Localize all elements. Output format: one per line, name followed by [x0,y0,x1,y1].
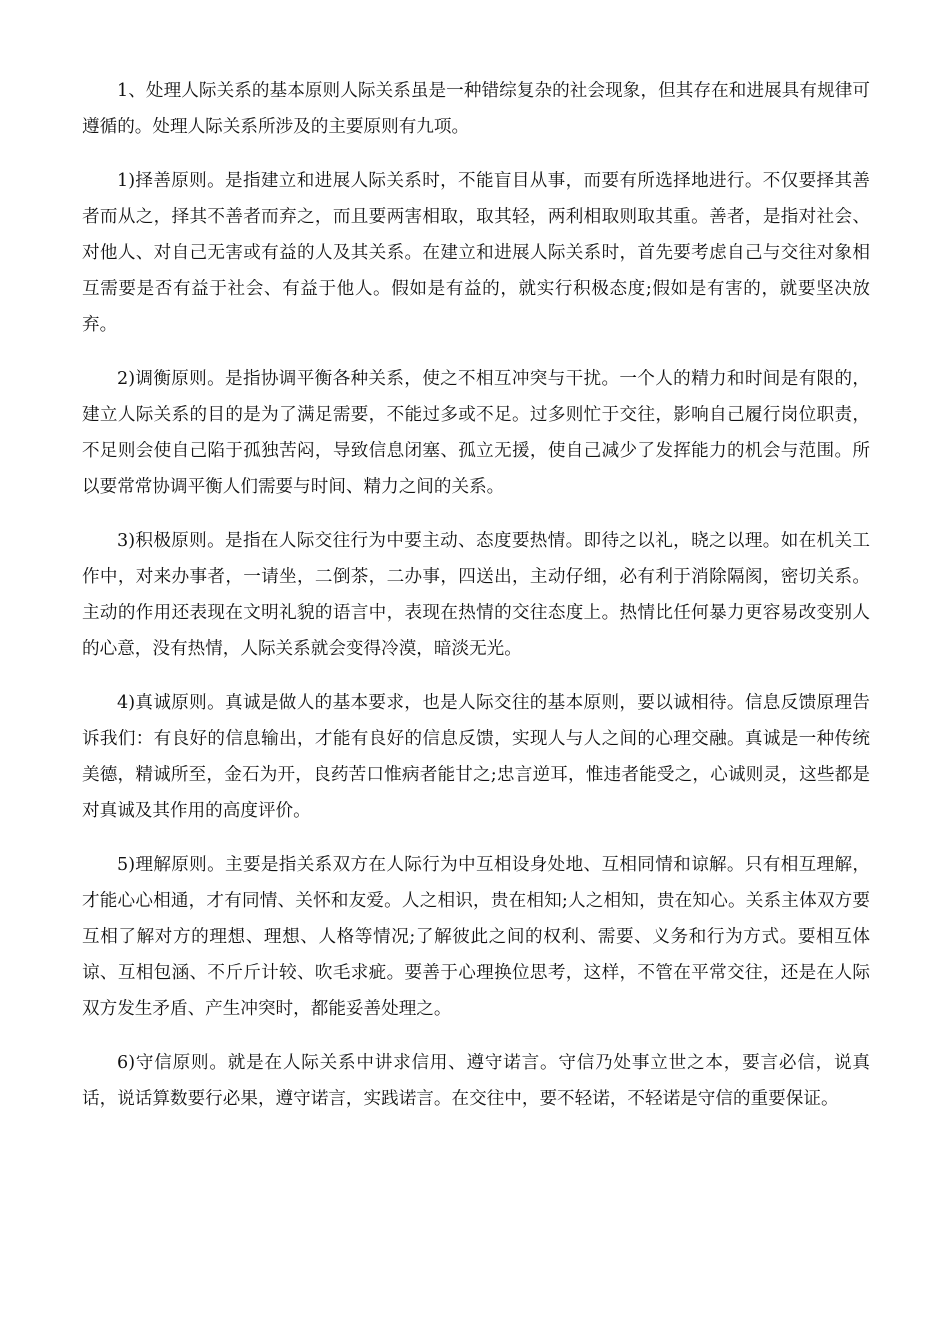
paragraph-principle-2: 2)调衡原则。是指协调平衡各种关系，使之不相互冲突与干扰。一个人的精力和时间是有限的，建立人际关系的目的是为了满足需要，不能过多或不足。过多则忙于交往，影响自己履行岗位职责，不足则会使自己陷于孤独苦闷，导致信息闭塞、孤立无援，使自己减少了发挥能力的机会与范围。所以要常常协调平衡人们需要与时间、精力之间的关系。 [82,369,870,497]
paragraph-principle-6: 6)守信原则。就是在人际关系中讲求信用、遵守诺言。守信乃处事立世之本，要言必信，说真话，说话算数要行必果，遵守诺言，实践诺言。在交往中，要不轻诺，不轻诺是守信的重要保证。 [82,1053,870,1109]
paragraph-principle-3: 3)积极原则。是指在人际交往行为中要主动、态度要热情。即待之以礼，晓之以理。如在机关工作中，对来办事者，一请坐，二倒茶，二办事，四送出，主动仔细，必有利于消除隔阂，密切关系。主动的作用还表现在文明礼貌的语言中，表现在热情的交往态度上。热情比任何暴力更容易改变别人的心意，没有热情，人际关系就会变得冷漠，暗淡无光。 [82,531,870,659]
paragraph-principle-1: 1)择善原则。是指建立和进展人际关系时，不能盲目从事，而要有所选择地进行。不仅要择其善者而从之，择其不善者而弃之，而且要两害相取，取其轻，两利相取则取其重。善者，是指对社会、对他人、对自己无害或有益的人及其关系。在建立和进展人际关系时，首先要考虑自己与交往对象相互需要是否有益于社会、有益于他人。假如是有益的，就实行积极态度;假如是有害的，就要坚决放弃。 [82,171,870,335]
paragraph-intro: 1、处理人际关系的基本原则人际关系虽是一种错综复杂的社会现象，但其存在和进展具有规律可遵循的。处理人际关系所涉及的主要原则有九项。 [82,81,870,137]
paragraph-principle-4: 4)真诚原则。真诚是做人的基本要求，也是人际交往的基本原则，要以诚相待。信息反馈原理告诉我们：有良好的信息输出，才能有良好的信息反馈，实现人与人之间的心理交融。真诚是一种传统美德，精诚所至，金石为开，良药苦口惟病者能甘之;忠言逆耳，惟违者能受之，心诚则灵，这些都是对真诚及其作用的高度评价。 [82,693,870,821]
paragraph-principle-5: 5)理解原则。主要是指关系双方在人际行为中互相设身处地、互相同情和谅解。只有相互理解，才能心心相通，才有同情、关怀和友爱。人之相识，贵在相知;人之相知，贵在知心。关系主体双方要互相了解对方的理想、理想、人格等情况;了解彼此之间的权利、需要、义务和行为方式。要相互体谅、互相包涵、不斤斤计较、吹毛求疵。要善于心理换位思考，这样，不管在平常交往，还是在人际双方发生矛盾、产生冲突时，都能妥善处理之。 [82,855,870,1019]
document-page [82,73,870,1135]
